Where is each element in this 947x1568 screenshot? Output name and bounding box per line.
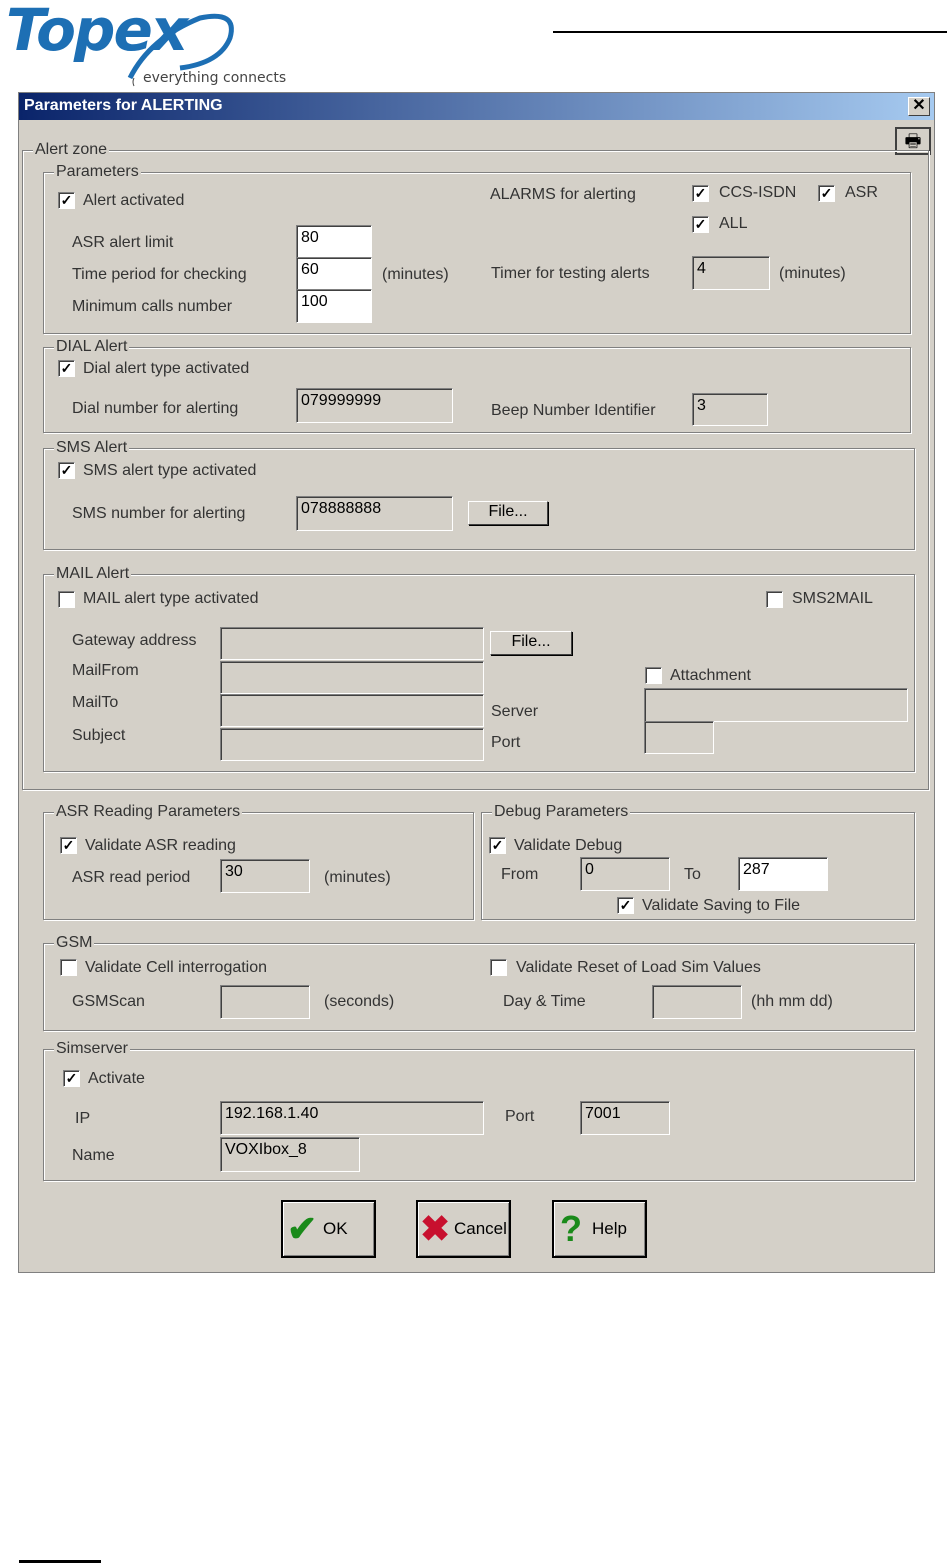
time-period-field[interactable]: 60 bbox=[296, 257, 372, 291]
gsmscan-label: GSMScan bbox=[72, 993, 145, 1010]
day-time-format: (hh mm dd) bbox=[751, 993, 833, 1010]
mail-activated-checkbox[interactable] bbox=[58, 591, 75, 608]
subject-field[interactable] bbox=[220, 728, 484, 761]
gsm-group bbox=[43, 934, 915, 1031]
all-checkbox[interactable]: ✓ bbox=[692, 216, 709, 233]
server-field[interactable] bbox=[644, 688, 908, 722]
dialog-titlebar bbox=[19, 93, 934, 120]
debug-from-label: From bbox=[501, 866, 539, 883]
beep-number-label: Beep Number Identifier bbox=[491, 402, 656, 419]
asr-read-period-field[interactable]: 30 bbox=[220, 859, 310, 893]
help-question-icon: ? bbox=[560, 1208, 582, 1249]
asr-reading-legend: ASR Reading Parameters bbox=[56, 803, 241, 820]
attachment-label: Attachment bbox=[670, 667, 751, 684]
alerting-dialog bbox=[18, 92, 935, 1273]
validate-saving-checkbox[interactable]: ✓ bbox=[617, 897, 634, 914]
cancel-button[interactable] bbox=[416, 1200, 511, 1258]
mail-file-button[interactable]: File... bbox=[490, 631, 572, 655]
validate-debug-label: Validate Debug bbox=[514, 837, 623, 854]
cross-icon: ✖ bbox=[420, 1208, 451, 1249]
footer-rule bbox=[19, 1560, 101, 1563]
gsmscan-unit: (seconds) bbox=[324, 993, 395, 1010]
cell-interrogation-checkbox[interactable] bbox=[60, 959, 77, 976]
timer-unit: (minutes) bbox=[779, 265, 846, 282]
alarms-label: ALARMS for alerting bbox=[490, 186, 636, 203]
reset-load-sim-label: Validate Reset of Load Sim Values bbox=[516, 959, 761, 976]
validate-asr-checkbox[interactable]: ✓ bbox=[60, 837, 77, 854]
parameters-group bbox=[43, 163, 911, 334]
validate-debug-checkbox[interactable]: ✓ bbox=[489, 837, 506, 854]
mail-port-field[interactable] bbox=[644, 721, 714, 754]
gsmscan-field[interactable] bbox=[220, 985, 310, 1019]
alert-activated-checkbox[interactable]: ✓ bbox=[58, 192, 75, 209]
asr-alert-limit-label: ASR alert limit bbox=[72, 234, 174, 251]
dial-alert-group bbox=[43, 338, 911, 433]
min-calls-label: Minimum calls number bbox=[72, 298, 233, 315]
time-period-label: Time period for checking bbox=[72, 266, 247, 283]
day-time-label: Day & Time bbox=[503, 993, 586, 1010]
ccs-isdn-label: CCS-ISDN bbox=[719, 184, 797, 201]
sms-number-label: SMS number for alerting bbox=[72, 505, 246, 522]
dial-activated-label: Dial alert type activated bbox=[83, 360, 250, 377]
sms-activated-label: SMS alert type activated bbox=[83, 462, 257, 479]
simserver-ip-label: IP bbox=[75, 1110, 91, 1127]
mail-alert-legend: MAIL Alert bbox=[56, 565, 130, 582]
mail-activated-label: MAIL alert type activated bbox=[83, 590, 259, 607]
sms-activated-checkbox[interactable]: ✓ bbox=[58, 462, 75, 479]
cancel-label: Cancel bbox=[454, 1219, 507, 1238]
subject-label: Subject bbox=[72, 727, 126, 744]
ccs-isdn-checkbox[interactable]: ✓ bbox=[692, 185, 709, 202]
timer-label: Timer for testing alerts bbox=[491, 265, 650, 282]
server-label: Server bbox=[491, 703, 539, 720]
simserver-ip-field[interactable]: 192.168.1.40 bbox=[220, 1101, 484, 1135]
simserver-port-field[interactable]: 7001 bbox=[580, 1101, 670, 1135]
checkmark-icon: ✔ bbox=[287, 1208, 318, 1249]
min-calls-field[interactable]: 100 bbox=[296, 289, 372, 323]
printer-icon[interactable]: 🖶 bbox=[895, 127, 931, 155]
dial-number-field[interactable]: 079999999 bbox=[296, 388, 453, 423]
cell-interrogation-label: Validate Cell interrogation bbox=[85, 959, 268, 976]
gateway-label: Gateway address bbox=[72, 632, 197, 649]
close-button[interactable]: ✕ bbox=[908, 97, 930, 116]
asr-read-period-unit: (minutes) bbox=[324, 869, 391, 886]
gsm-legend: GSM bbox=[56, 934, 93, 951]
help-label: Help bbox=[592, 1219, 627, 1238]
gateway-field[interactable] bbox=[220, 627, 484, 660]
asr-read-period-label: ASR read period bbox=[72, 869, 191, 886]
ok-button[interactable] bbox=[281, 1200, 376, 1258]
sms-file-button[interactable]: File... bbox=[468, 501, 548, 525]
header-rule bbox=[553, 31, 947, 33]
mailto-field[interactable] bbox=[220, 694, 484, 727]
beep-number-field[interactable]: 3 bbox=[692, 393, 768, 426]
ok-label: OK bbox=[323, 1219, 348, 1238]
logo-wordmark: Topex bbox=[6, 0, 187, 64]
timer-field[interactable]: 4 bbox=[692, 256, 770, 290]
sms-alert-group bbox=[43, 439, 915, 550]
logo-tagline: everything connects bbox=[143, 70, 287, 86]
asr-label: ASR bbox=[845, 184, 878, 201]
debug-from-field[interactable]: 0 bbox=[580, 857, 670, 891]
asr-alert-limit-field[interactable]: 80 bbox=[296, 225, 372, 259]
simserver-legend: Simserver bbox=[56, 1040, 129, 1057]
dialog-title: Parameters for ALERTING bbox=[24, 97, 223, 114]
simserver-group bbox=[43, 1040, 915, 1181]
sms-alert-legend: SMS Alert bbox=[56, 439, 128, 456]
day-time-field[interactable] bbox=[652, 985, 742, 1019]
simserver-activate-label: Activate bbox=[88, 1070, 145, 1087]
help-button[interactable] bbox=[552, 1200, 647, 1258]
alert-activated-label: Alert activated bbox=[83, 192, 185, 209]
parameters-legend: Parameters bbox=[56, 163, 139, 180]
mailfrom-label: MailFrom bbox=[72, 662, 139, 679]
all-label: ALL bbox=[719, 215, 748, 232]
mailto-label: MailTo bbox=[72, 694, 119, 711]
time-period-unit: (minutes) bbox=[382, 266, 449, 283]
simserver-name-field[interactable]: VOXIbox_8 bbox=[220, 1137, 360, 1172]
asr-checkbox[interactable]: ✓ bbox=[818, 185, 835, 202]
dial-activated-checkbox[interactable]: ✓ bbox=[58, 360, 75, 377]
sms2mail-label: SMS2MAIL bbox=[792, 590, 873, 607]
mail-alert-group bbox=[43, 565, 915, 772]
sms2mail-checkbox[interactable] bbox=[766, 591, 783, 608]
simserver-activate-checkbox[interactable]: ✓ bbox=[63, 1070, 80, 1087]
simserver-port-label: Port bbox=[505, 1108, 535, 1125]
simserver-name-label: Name bbox=[72, 1147, 115, 1164]
validate-asr-label: Validate ASR reading bbox=[85, 837, 236, 854]
dial-alert-legend: DIAL Alert bbox=[56, 338, 128, 355]
asr-reading-group bbox=[43, 803, 474, 920]
mailfrom-field[interactable] bbox=[220, 661, 484, 694]
debug-to-label: To bbox=[684, 866, 701, 883]
debug-legend: Debug Parameters bbox=[494, 803, 629, 820]
validate-saving-label: Validate Saving to File bbox=[642, 897, 801, 914]
reset-load-sim-checkbox[interactable] bbox=[490, 959, 507, 976]
debug-to-field[interactable]: 287 bbox=[738, 857, 828, 891]
port-label: Port bbox=[491, 734, 521, 751]
debug-group bbox=[481, 803, 915, 920]
sms-number-field[interactable]: 078888888 bbox=[296, 496, 453, 531]
alert-zone-label: Alert zone bbox=[35, 141, 108, 158]
attachment-checkbox[interactable] bbox=[645, 667, 662, 684]
dial-number-label: Dial number for alerting bbox=[72, 400, 239, 417]
